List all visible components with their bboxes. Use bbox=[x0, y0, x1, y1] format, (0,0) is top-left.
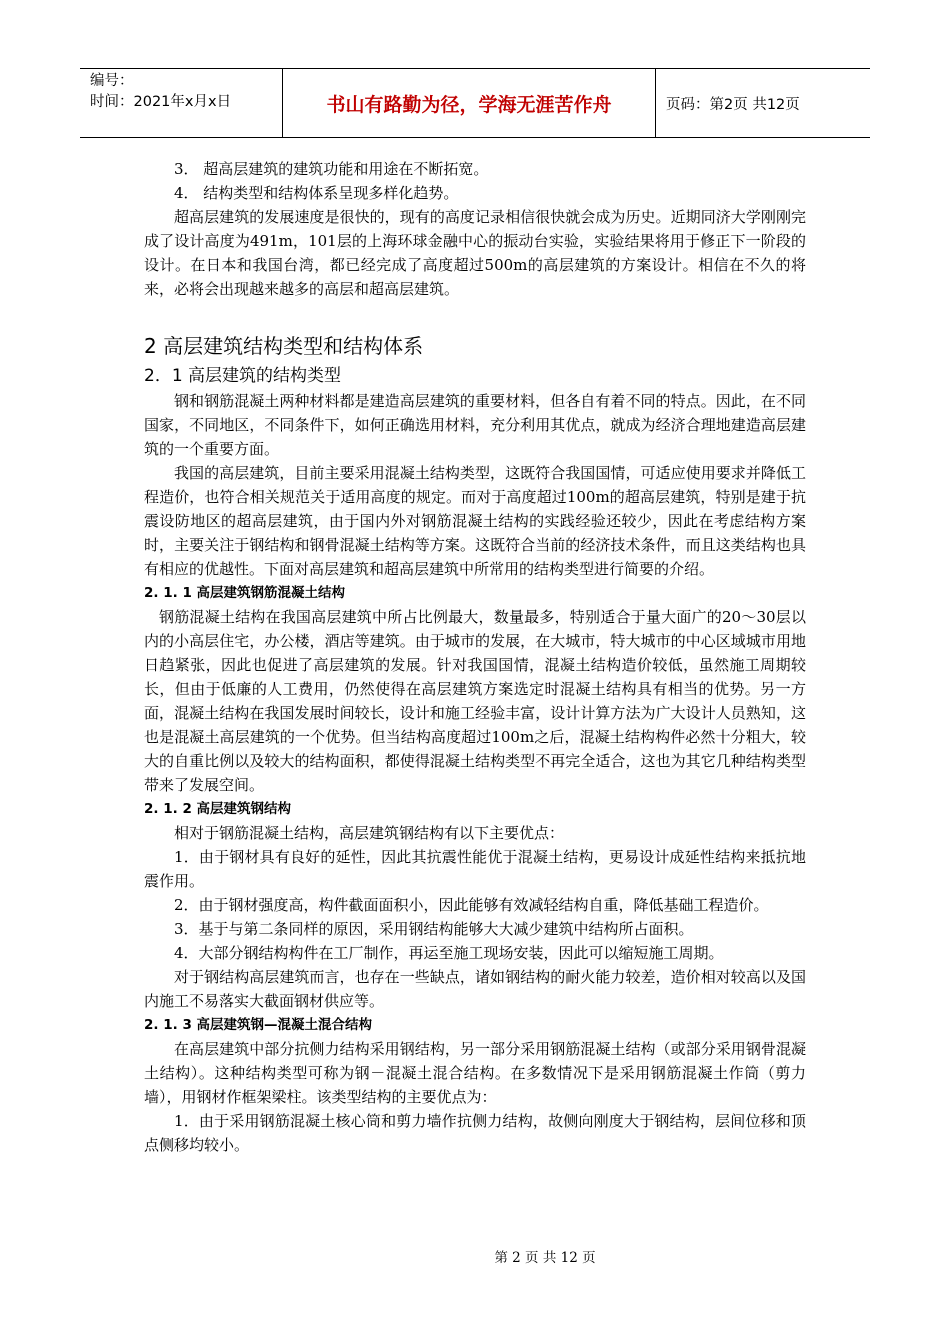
page-header bbox=[80, 68, 870, 138]
header-motto: 书山有路勤为径，学海无涯苦作舟 bbox=[282, 69, 656, 137]
paragraph: 对于钢结构高层建筑而言，也存在一些缺点，诸如钢结构的耐火能力较差，造价相对较高以及国内施工不易落实大截面钢材供应等。 bbox=[144, 968, 806, 1010]
page-footer: 第 2 页 共 12 页 bbox=[494, 1250, 596, 1266]
document-body bbox=[144, 157, 806, 1157]
list-item: 4． 结构类型和结构体系呈现多样化趋势。 bbox=[174, 184, 459, 202]
header-left-cell bbox=[80, 69, 282, 137]
list-item: 3． 超高层建筑的建筑功能和用途在不断拓宽。 bbox=[174, 160, 489, 178]
list-item: 3．基于与第二条同样的原因，采用钢结构能够大大减少建筑中结构所占面积。 bbox=[174, 920, 694, 938]
paragraph: 钢和钢筋混凝土两种材料都是建造高层建筑的重要材料，但各自有着不同的特点。因此，在不同国家，不同地区，不同条件下，如何正确选用材料，充分利用其优点，就成为经济合理地建造高层建筑的一个重要方面。 bbox=[144, 392, 806, 458]
paragraph: 超高层建筑的发展速度是很快的，现有的高度记录相信很快就会成为历史。近期同济大学刚刚完成了设计高度为491m，101层的上海环球金融中心的振动台实验，实验结果将用于修正下一阶段的设计。在日本和我国台湾，都已经完成了高度超过500m的高层建筑的方案设计。相信在不久的将来，必将会出现越来越多的高层和超高层建筑。 bbox=[144, 208, 806, 298]
subsubsection-heading: 2. 1. 1 高层建筑钢筋混凝土结构 bbox=[144, 585, 346, 601]
paragraph: 我国的高层建筑，目前主要采用混凝土结构类型，这既符合我国国情，可适应使用要求并降低工程造价，也符合相关规范关于适用高度的规定。而对于高度超过100m的超高层建筑，特别是建于抗震设防地区的超高层建筑，由于国内外对钢筋混凝土结构的实践经验还较少，因此在考虑结构方案时，主要关注于钢结构和钢骨混凝土结构等方案。这既符合当前的经济技术条件，而且这类结构也具有相应的优越性。下面对高层建筑和超高层建筑中所常用的结构类型进行简要的介绍。 bbox=[144, 464, 806, 578]
list-item: 2．由于钢材强度高，构件截面面积小，因此能够有效减轻结构自重，降低基础工程造价。 bbox=[174, 896, 769, 914]
section-heading: 2 高层建筑结构类型和结构体系 bbox=[144, 334, 424, 358]
subsection-heading: 2．1 高层建筑的结构类型 bbox=[144, 366, 342, 386]
subsubsection-heading: 2. 1. 2 高层建筑钢结构 bbox=[144, 801, 292, 817]
list-item: 1．由于钢材具有良好的延性，因此其抗震性能优于混凝土结构，更易设计成延性结构来抵抗地震作用。 bbox=[144, 848, 806, 890]
subsubsection-heading: 2. 1. 3 高层建筑钢—混凝土混合结构 bbox=[144, 1017, 373, 1033]
doc-date: 时间：2021年x月x日 bbox=[90, 94, 232, 110]
list-item: 1．由于采用钢筋混凝土核心筒和剪力墙作抗侧力结构，故侧向刚度大于钢结构，层间位移和顶点侧移均较小。 bbox=[144, 1112, 806, 1154]
list-item: 4．大部分钢结构构件在工厂制作，再运至施工现场安装，因此可以缩短施工周期。 bbox=[174, 944, 724, 962]
paragraph: 相对于钢筋混凝土结构，高层建筑钢结构有以下主要优点： bbox=[174, 824, 565, 842]
doc-code-label: 编号： bbox=[90, 73, 134, 89]
header-page-info: 页码：第2页 共12页 bbox=[666, 96, 800, 113]
paragraph: 在高层建筑中部分抗侧力结构采用钢结构，另一部分采用钢筋混凝土结构（或部分采用钢骨混凝土结构）。这种结构类型可称为钢－混凝土混合结构。在多数情况下是采用钢筋混凝土作筒（剪力墙），用钢材作框架梁柱。该类型结构的主要优点为： bbox=[144, 1040, 806, 1106]
paragraph: 钢筋混凝土结构在我国高层建筑中所占比例最大，数量最多，特别适合于量大面广的20～30层以内的小高层住宅，办公楼，酒店等建筑。由于城市的发展，在大城市，特大城市的中心区域城市用地日趋紧张，因此也促进了高层建筑的发展。针对我国国情，混凝土结构造价较低，虽然施工周期较长，但由于低廉的人工费用，仍然使得在高层建筑方案选定时混凝土结构具有相当的优势。另一方面，混凝土结构在我国发展时间较长，设计和施工经验丰富，设计计算方法为广大设计人员熟知，这也是混凝土高层建筑的一个优势。但当结构高度超过100m之后，混凝土结构构件必然十分粗大，较大的自重比例以及较大的结构面积，都使得混凝土结构类型不再完全适合，这也为其它几种结构类型带来了发展空间。 bbox=[144, 608, 806, 794]
